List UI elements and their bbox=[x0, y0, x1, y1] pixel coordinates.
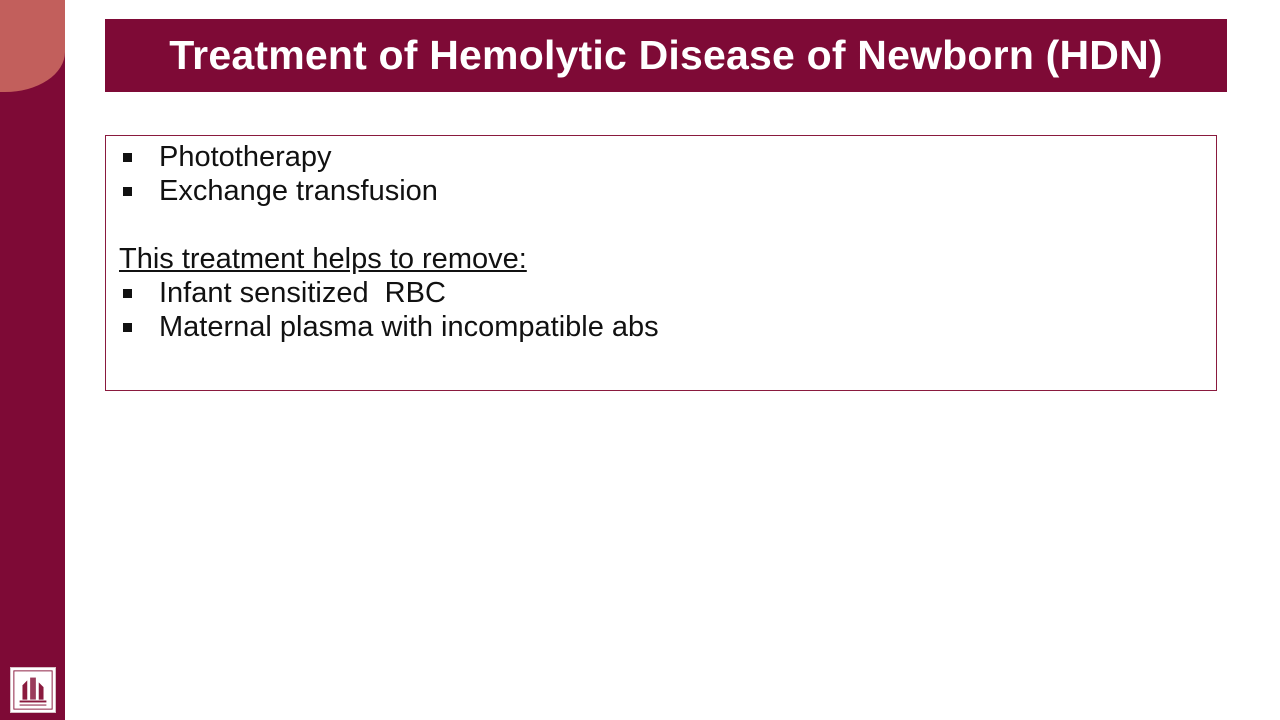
spacer bbox=[119, 208, 1216, 242]
page-title: Treatment of Hemolytic Disease of Newborn (HDN) bbox=[169, 32, 1163, 78]
square-bullet-icon bbox=[123, 323, 132, 332]
list-item bbox=[119, 310, 1216, 344]
content-box bbox=[105, 135, 1217, 391]
square-bullet-icon bbox=[123, 187, 132, 196]
removes-list bbox=[119, 276, 1216, 344]
subheading: This treatment helps to remove: bbox=[119, 243, 527, 275]
list-item bbox=[119, 140, 1216, 174]
square-bullet-icon bbox=[123, 153, 132, 162]
square-bullet-icon bbox=[123, 289, 132, 298]
list-item-text: Phototherapy bbox=[159, 141, 332, 173]
treatment-list bbox=[119, 140, 1216, 208]
title-bar bbox=[105, 19, 1227, 92]
list-item-text: Exchange transfusion bbox=[159, 175, 438, 207]
sidebar-band bbox=[0, 0, 65, 720]
sidebar-accent-shape bbox=[0, 0, 65, 92]
list-item-text: Maternal plasma with incompatible abs bbox=[159, 311, 659, 343]
university-logo-icon bbox=[10, 667, 56, 713]
list-item bbox=[119, 174, 1216, 208]
list-item-text: Infant sensitized RBC bbox=[159, 277, 446, 309]
list-item bbox=[119, 276, 1216, 310]
